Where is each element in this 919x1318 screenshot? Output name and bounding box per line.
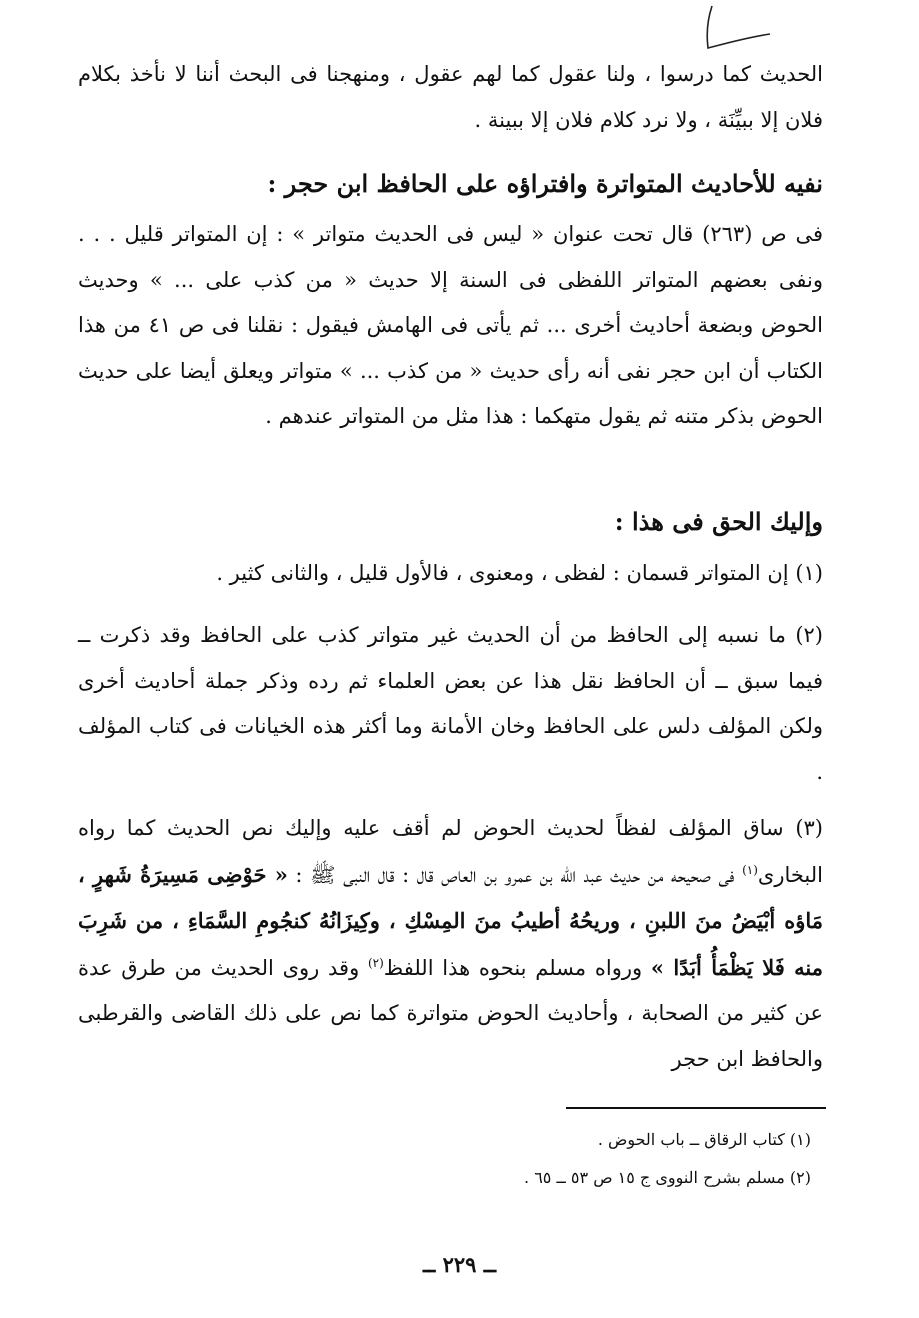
page-number: ــ ٢٢٩ ــ: [422, 1252, 497, 1277]
footnote-ref-1: (١): [742, 862, 758, 877]
paragraph-page-263: فى ص (٢٦٣) قال تحت عنوان « ليس فى الحديث متواتر » : إن المتواتر قليل . . . ونفى بعضهم المتواتر اللفظى فى السنة إلا حديث « من كذب على ... » وحديث الحوض وبضعة أحاديث أخرى ... ثم يأتى فى الهامش فيقول : نقلنا فى ص ٤١ من هذا الكتاب أن ابن حجر نفى أنه رأى حديث « من كذب ... » متواتر ويعلق أيضا على حديث الحوض بذكر متنه ثم يقول متهكما : هذا مثل من المتواتر عندهم .: [78, 222, 823, 428]
point-three-intro: (٣) ساق المؤلف لفظاً لحديث الحوض لم أقف عليه وإليك نص الحديث كما رواه البخارى: [78, 816, 823, 887]
footnote-divider: [566, 1107, 826, 1109]
section-heading-denial: نفيه للأحاديث المتواترة وافتراؤه على الحافظ ابن حجر :: [267, 169, 823, 198]
point-three-source: فى صحيحه من حديث عبد الله بن عمرو بن العاص قال : قال النبى ﷺ :: [287, 862, 743, 887]
point-three-muslim: ورواه مسلم بنحوه هذا اللفظ: [383, 955, 651, 980]
point-one: (١) إن المتواتر قسمان : لفظى ، ومعنوى ، فالأول قليل ، والثانى كثير .: [216, 561, 823, 585]
section-heading-truth: وإليك الحق فى هذا :: [614, 507, 823, 536]
footnote-1: (١) كتاب الرقاق ــ باب الحوض .: [597, 1130, 811, 1149]
point-three-conclusion: وقد روى الحديث من طرق عدة عن كثير من الصحابة ، وأحاديث الحوض متواترة كما نص على ذلك القاضى والقرطبى والحافظ ابن حجر: [78, 955, 823, 1071]
point-two: (٢) ما نسبه إلى الحافظ من أن الحديث غير متواتر كذب على الحافظ وقد ذكرت ــ فيما سبق ــ أن الحافظ نقل هذا عن بعض العلماء ثم رده وذكر جملة أحاديث أخرى ولكن المؤلف دلس على الحافظ وخان الأمانة وما أكثر هذه الخيانات فى كتاب المؤلف .: [78, 623, 823, 784]
intro-paragraph: الحديث كما درسوا ، ولنا عقول كما لهم عقول ، ومنهجنا فى البحث أننا لا نأخذ بكلام فلان إلا ببيِّنَة ، ولا نرد كلام فلان إلا ببينة .: [78, 62, 823, 132]
point-three: [78, 806, 823, 1082]
hadith-text: « حَوْضِى مَسِيرَةُ شَهرٍ ، مَاؤه أبْيَضُ منَ اللبنِ ، وريحُهُ أطيبُ منَ المِسْكِ ، وكِيزَانُهُ كنجُومِ السَّمَاءِ ، من شَرِبَ منه فَلا يَظْمَأُ أبَدًا »: [78, 861, 823, 980]
footnote-ref-2: (٢): [367, 955, 384, 970]
footnote-2: (٢) مسلم بشرح النووى ج ١٥ ص ٥٣ ــ ٦٥ .: [524, 1168, 811, 1187]
